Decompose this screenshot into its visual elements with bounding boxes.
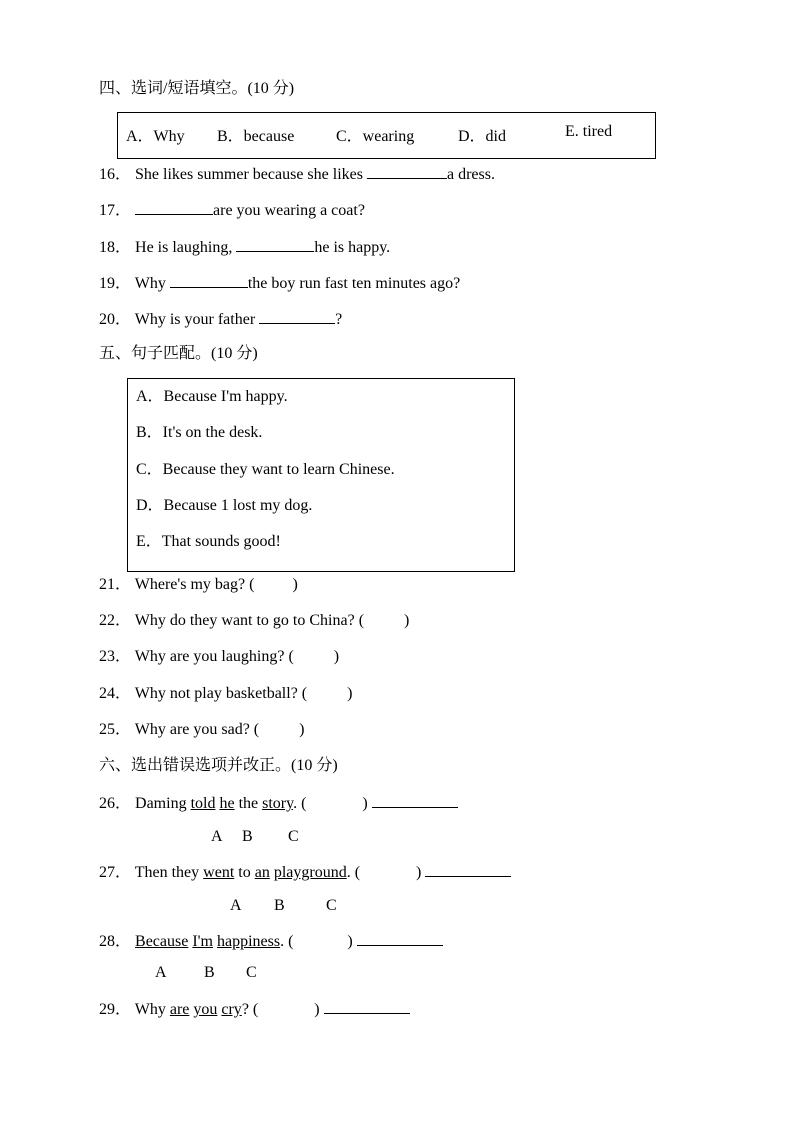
- question-number: 25．: [99, 721, 132, 738]
- option-label-b: B: [274, 897, 285, 914]
- underlined-option-c: playground: [273, 864, 347, 881]
- word: Daming: [135, 795, 187, 812]
- section-6-heading: 六、选出错误选项并改正。(10 分): [99, 757, 338, 774]
- question-number: 28．: [99, 933, 132, 950]
- option-label-b: B: [204, 964, 215, 981]
- question-number: 23．: [99, 648, 132, 665]
- question-text: Why are you sad? (: [134, 721, 260, 738]
- question-text: He is laughing,: [135, 239, 233, 256]
- question-text: Why: [134, 275, 166, 292]
- correction-blank[interactable]: [425, 861, 511, 877]
- option-label-a: A: [155, 964, 167, 981]
- question-27: [99, 861, 511, 883]
- question-21: [99, 575, 298, 595]
- question-17: [99, 199, 365, 221]
- question-text: Where's my bag? (: [134, 576, 255, 593]
- question-24: [99, 684, 352, 704]
- answer-blank[interactable]: [135, 199, 213, 215]
- question-number: 26．: [99, 795, 132, 812]
- word-option-d: D．did: [458, 128, 507, 145]
- answer-blank[interactable]: [259, 308, 335, 324]
- section-4-heading: 四、选词/短语填空。(10 分): [99, 80, 295, 97]
- question-number: 29．: [99, 1001, 132, 1018]
- question-number: 21．: [99, 576, 132, 593]
- answer-option-b: B．It's on the desk.: [136, 424, 263, 441]
- close-paren: ): [299, 721, 305, 738]
- question-26: [99, 792, 458, 814]
- question-text: ?: [335, 311, 343, 328]
- answer-option-e: E．That sounds good!: [136, 533, 281, 550]
- word: Why: [134, 1001, 166, 1018]
- punctuation: ? (: [241, 1001, 259, 1018]
- punctuation: . (: [280, 933, 294, 950]
- correction-blank[interactable]: [372, 792, 458, 808]
- underlined-option-b: you: [193, 1001, 218, 1018]
- answer-blank[interactable]: [236, 236, 314, 252]
- word-bank: [117, 112, 656, 159]
- question-text: are you wearing a coat?: [213, 202, 365, 219]
- option-label-c: C: [246, 964, 257, 981]
- option-label-c: C: [288, 828, 299, 845]
- close-paren: ): [333, 648, 340, 665]
- question-number: 19．: [99, 275, 132, 292]
- word: the: [238, 795, 259, 812]
- underlined-option-c: story: [262, 795, 294, 812]
- close-paren: ): [314, 1001, 320, 1018]
- option-label-a: A: [230, 897, 242, 914]
- correction-blank[interactable]: [324, 998, 410, 1014]
- underlined-option-b: an: [254, 864, 270, 881]
- section-5-heading: 五、句子匹配。(10 分): [99, 345, 258, 362]
- word: to: [238, 864, 251, 881]
- close-paren: ): [362, 795, 368, 812]
- word-option-e: E. tired: [565, 123, 613, 140]
- question-18: [99, 236, 390, 258]
- question-text: the boy run fast ten minutes ago?: [247, 275, 461, 292]
- underlined-option-b: I'm: [192, 933, 213, 950]
- close-paren: ): [404, 612, 410, 629]
- word-option-b: B．because: [217, 128, 295, 145]
- question-number: 24．: [99, 685, 132, 702]
- question-25: [99, 720, 304, 740]
- question-number: 16．: [99, 166, 132, 183]
- option-label-a: A: [211, 828, 223, 845]
- word: Then they: [134, 864, 200, 881]
- question-23: [99, 647, 339, 667]
- close-paren: ): [347, 933, 353, 950]
- option-label-c: C: [326, 897, 337, 914]
- underlined-option-c: cry: [221, 1001, 242, 1018]
- punctuation: . (: [346, 864, 361, 881]
- underlined-option-a: are: [169, 1001, 190, 1018]
- close-paren: ): [347, 685, 353, 702]
- question-text: Why is your father: [134, 311, 256, 328]
- answer-option-c: C．Because they want to learn Chinese.: [136, 461, 395, 478]
- question-number: 17．: [99, 202, 132, 219]
- close-paren: ): [416, 864, 422, 881]
- underlined-option-b: he: [219, 795, 235, 812]
- question-22: [99, 611, 409, 631]
- word-option-c: C．wearing: [336, 128, 415, 145]
- question-text: Why do they want to go to China? (: [134, 612, 365, 629]
- answer-option-a: A．Because I'm happy.: [136, 388, 288, 405]
- question-text: Why are you laughing? (: [134, 648, 294, 665]
- question-number: 22．: [99, 612, 132, 629]
- question-number: 18．: [99, 239, 132, 256]
- correction-blank[interactable]: [357, 930, 443, 946]
- answer-option-d: D．Because 1 lost my dog.: [136, 497, 313, 514]
- underlined-option-a: Because: [135, 933, 189, 950]
- question-16: [99, 163, 495, 185]
- answer-bank: [127, 378, 515, 572]
- option-label-b: B: [242, 828, 253, 845]
- question-19: [99, 272, 460, 294]
- question-text: She likes summer because she likes: [135, 166, 363, 183]
- question-text: Why not play basketball? (: [134, 685, 308, 702]
- question-text: a dress.: [446, 166, 495, 183]
- question-text: he is happy.: [314, 239, 391, 256]
- question-20: [99, 308, 342, 330]
- punctuation: . (: [293, 795, 307, 812]
- underlined-option-a: told: [190, 795, 216, 812]
- underlined-option-a: went: [203, 864, 235, 881]
- word-option-a: A．Why: [126, 128, 185, 145]
- answer-blank[interactable]: [367, 163, 447, 179]
- answer-blank[interactable]: [170, 272, 248, 288]
- underlined-option-c: happiness: [216, 933, 281, 950]
- close-paren: ): [292, 576, 298, 593]
- question-number: 27．: [99, 864, 132, 881]
- question-28: [99, 930, 443, 952]
- question-29: [99, 998, 410, 1020]
- question-number: 20．: [99, 311, 132, 328]
